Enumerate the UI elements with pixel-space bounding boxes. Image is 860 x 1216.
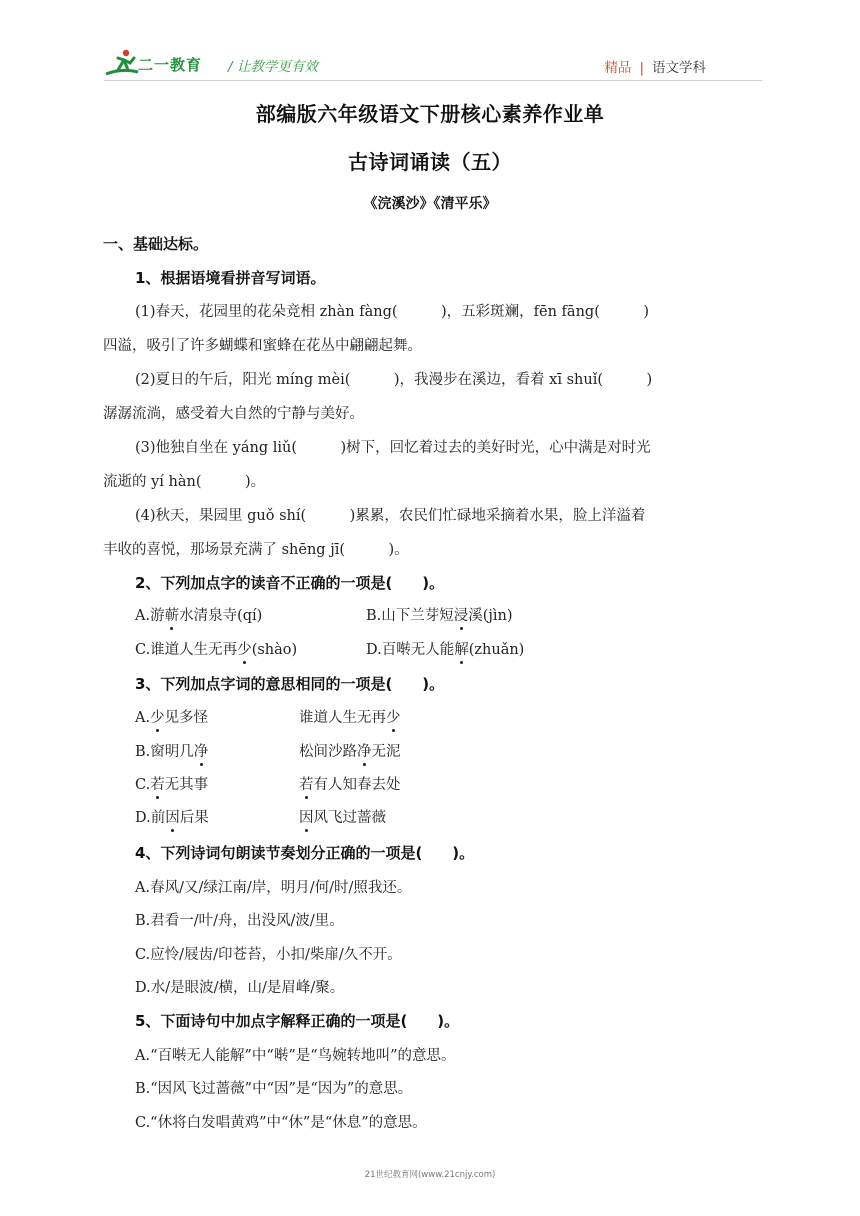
q4-option: B.君看一/叶/舟，出没风/波/里。 <box>135 913 344 929</box>
header-divider <box>104 80 762 81</box>
q3-title: 3、下列加点字词的意思相同的一项是( )。 <box>135 675 445 693</box>
slogan: / 让教学更有效 <box>228 59 318 75</box>
q5-option: A.“百啭无人能解”中“啭”是“鸟婉转地叫”的意思。 <box>135 1048 456 1064</box>
q2-option-d <box>366 638 524 659</box>
dotted-char: 因 <box>165 806 180 827</box>
dotted-char: 蕲 <box>165 604 180 625</box>
option-text: 后果 <box>179 810 209 826</box>
option-text: 溪(jìn) <box>468 608 513 624</box>
q2-option-a <box>135 604 262 625</box>
q5-option: B.“因风飞过蔷薇”中“因”是“因为”的意思。 <box>135 1081 413 1097</box>
q1-line: (1)春天，花园里的花朵竞相 zhàn fàng( )，五彩斑斓，fēn fāng( ) <box>135 304 650 320</box>
option-text: 见多怪 <box>164 710 209 726</box>
option-text: (zhuǎn) <box>468 642 525 658</box>
option-text: A. <box>135 710 151 726</box>
q1-line: 丰收的喜悦，那场景充满了 shēng jī( )。 <box>103 542 409 558</box>
option-text: 谁道人生无再 <box>299 710 386 726</box>
option-text: C.谁道人生无再 <box>135 642 238 658</box>
q1-line: (4)秋天，果园里 guǒ shí( )累累，农民们忙碌地采摘着水果，脸上洋溢着 <box>135 508 646 524</box>
dotted-char: 解 <box>454 638 469 659</box>
option-text: 水清泉寺(qí) <box>179 608 263 624</box>
q3-option-left <box>135 806 209 827</box>
dotted-char: 浸 <box>454 604 469 625</box>
dotted-char: 少 <box>237 638 252 659</box>
q4-option: A.春风/又/绿江南/岸，明月/何/时/照我还。 <box>135 880 412 896</box>
dotted-char: 净 <box>194 740 209 761</box>
dotted-char: 净 <box>357 740 372 761</box>
quality-badge: 精品 <box>604 60 632 76</box>
q1-line: 四溢，吸引了许多蝴蝶和蜜蜂在花丛中翩翩起舞。 <box>103 338 422 354</box>
q1-line: 潺潺流淌，感受着大自然的宁静与美好。 <box>103 406 364 422</box>
option-text: 松间沙路 <box>299 744 357 760</box>
page-title: 部编版六年级语文下册核心素养作业单 <box>255 102 605 126</box>
q4-option: C.应怜/屐齿/印苍苔，小扣/柴扉/久不开。 <box>135 947 402 963</box>
option-text: C. <box>135 777 151 793</box>
q4-title: 4、下列诗词句朗读节奏划分正确的一项是( )。 <box>135 844 475 862</box>
option-text: 无泥 <box>371 744 401 760</box>
page-subtitle: 古诗词诵读（五） <box>348 150 512 174</box>
header-separator: | <box>639 60 644 76</box>
q2-option-b <box>366 604 513 625</box>
q1-line: 流逝的 yí hàn( )。 <box>103 474 266 490</box>
logo-text: 二一教育 <box>138 56 203 74</box>
q3-option-left <box>135 773 208 794</box>
option-text: 无其事 <box>164 777 209 793</box>
option-text: D.百啭无人能 <box>366 642 455 658</box>
page-header <box>0 0 860 90</box>
dotted-char: 少 <box>386 706 401 727</box>
dotted-char: 少 <box>150 706 165 727</box>
option-text: A.游 <box>135 608 165 624</box>
q3-option-right <box>299 806 386 827</box>
header-right <box>604 56 706 76</box>
q1-line: (3)他独自坐在 yáng liǔ( )树下，回忆着过去的美好时光，心中满是对时光 <box>135 440 651 456</box>
q3-option-right <box>299 706 401 727</box>
q2-option-c <box>135 638 297 659</box>
option-text: (shào) <box>251 642 298 658</box>
q4-option: D.水/是眼波/横，山/是眉峰/聚。 <box>135 980 345 996</box>
dotted-char: 若 <box>150 773 165 794</box>
q2-title: 2、下列加点字的读音不正确的一项是( )。 <box>135 574 445 592</box>
q1-title: 1、根据语境看拼音写词语。 <box>135 269 326 287</box>
option-text: D.前 <box>135 810 166 826</box>
q3-option-left <box>135 740 208 761</box>
q3-option-left <box>135 706 208 727</box>
page-footer: 21世纪教育网(www.21cnjy.com) <box>364 1170 496 1180</box>
poem-titles: 《浣溪沙》《清平乐》 <box>363 196 497 212</box>
q3-option-right <box>299 773 401 794</box>
option-text: 有人知春去处 <box>313 777 401 793</box>
section-heading: 一、基础达标。 <box>103 235 209 253</box>
dotted-char: 因 <box>299 806 314 827</box>
option-text: 风飞过蔷薇 <box>313 810 386 826</box>
q5-title: 5、下面诗句中加点字解释正确的一项是( )。 <box>135 1012 460 1030</box>
dotted-char: 若 <box>299 773 314 794</box>
subject-label: 语文学科 <box>652 60 706 76</box>
option-text: B.山下兰芽短 <box>366 608 454 624</box>
q5-option: C.“休将白发唱黄鸡”中“休”是“休息”的意思。 <box>135 1115 427 1131</box>
option-text: B.窗明几 <box>135 744 194 760</box>
q3-option-right <box>299 740 401 761</box>
q1-line: (2)夏日的午后，阳光 míng mèi( )，我漫步在溪边，看着 xī shuǐ( ) <box>135 372 653 388</box>
